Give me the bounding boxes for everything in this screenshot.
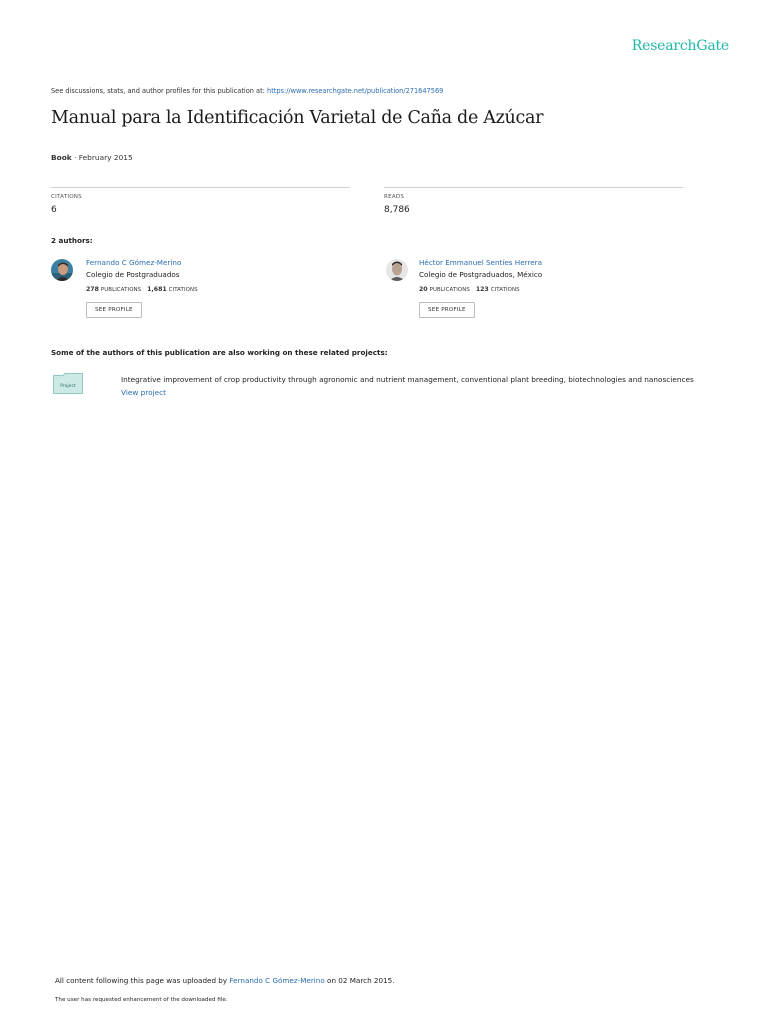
upload-suffix: on 02 March 2015.: [327, 976, 395, 985]
upload-info: [55, 976, 395, 985]
author-citations-count: 123: [475, 286, 489, 293]
reads-count: 8,786: [384, 205, 410, 215]
uploader-link[interactable]: Fernando C Gómez-Merino: [229, 976, 325, 985]
author-institution: Colegio de Postgraduados: [86, 270, 180, 279]
author-avatar[interactable]: [386, 259, 408, 281]
author-name-link[interactable]: Héctor Emmanuel Sentíes Herrera: [419, 258, 543, 267]
author-name-link[interactable]: Fernando C Gómez-Merino: [86, 258, 182, 267]
publications-label: PUBLICATIONS: [429, 287, 470, 293]
upload-prefix: All content following this page was uploaded by: [55, 976, 228, 985]
project-icon-label: Project: [60, 384, 76, 389]
author-stats: [419, 286, 520, 293]
authors-heading: 2 authors:: [51, 236, 93, 245]
see-discussions-text: See discussions, stats, and author profiles for this publication at:: [51, 87, 265, 95]
author-citations-label: CITATIONS: [490, 287, 520, 293]
see-profile-button[interactable]: SEE PROFILE: [86, 302, 142, 318]
author-photo-icon: [51, 259, 73, 281]
discussion-stats-line: [51, 87, 443, 95]
reads-divider: [384, 187, 683, 188]
author-citations-count: 1,681: [147, 286, 167, 293]
publications-count: 278: [86, 286, 99, 293]
publication-title: Manual para la Identificación Varietal de Caña de Azúcar: [51, 108, 544, 128]
reads-label: READS: [384, 194, 405, 200]
publication-meta: [51, 153, 133, 162]
publication-url-link[interactable]: https://www.researchgate.net/publication/271647569: [267, 87, 444, 95]
publication-date: · February 2015: [74, 153, 133, 162]
citations-divider: [51, 187, 350, 188]
publications-count: 20: [419, 286, 428, 293]
folder-icon: [53, 373, 83, 394]
author-citations-label: CITATIONS: [168, 287, 198, 293]
enhancement-note: The user has requested enhancement of the downloaded file.: [55, 997, 228, 1003]
citations-label: CITATIONS: [51, 194, 82, 200]
author-stats: [86, 286, 198, 293]
see-profile-button[interactable]: SEE PROFILE: [419, 302, 475, 318]
publication-type: Book: [51, 153, 72, 162]
author-avatar[interactable]: [51, 259, 73, 281]
citations-count: 6: [51, 205, 57, 215]
researchgate-logo[interactable]: ResearchGate: [631, 38, 729, 54]
view-project-link[interactable]: View project: [121, 387, 166, 397]
author-photo-icon: [386, 259, 408, 281]
related-projects-heading: Some of the authors of this publication are also working on these related projects:: [51, 348, 388, 357]
project-folder-icon[interactable]: [53, 373, 83, 394]
project-entry: [121, 374, 711, 399]
project-description: Integrative improvement of crop productivity through agronomic and nutrient management, conventional plant breeding, biotechnologies and nanosciences: [121, 375, 694, 384]
author-institution: Colegio de Postgraduados, México: [419, 270, 543, 279]
publications-label: PUBLICATIONS: [100, 287, 142, 293]
